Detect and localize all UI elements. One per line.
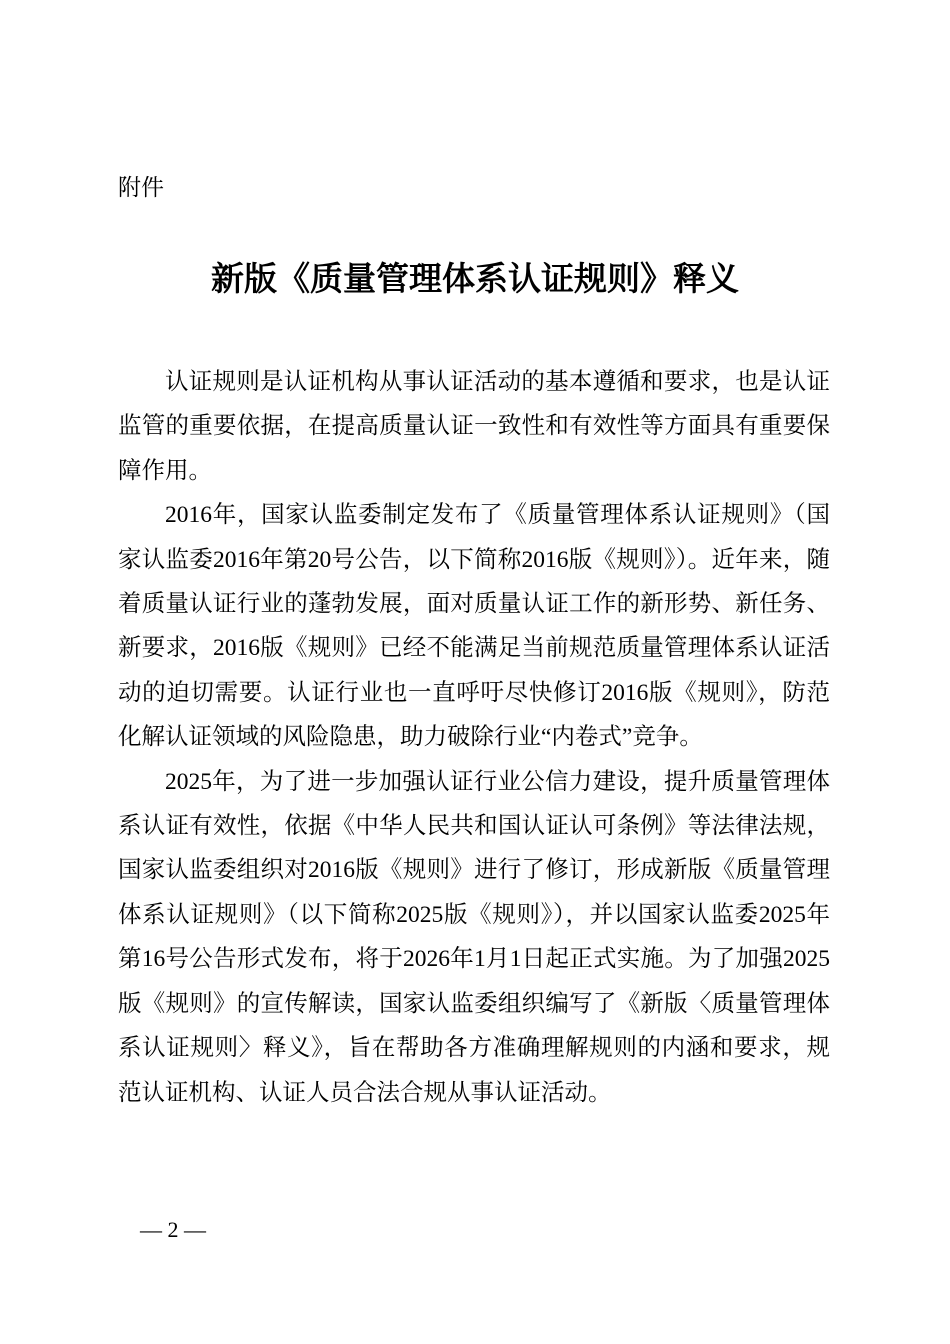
body-paragraph: 2016年，国家认监委制定发布了《质量管理体系认证规则》（国家认监委2016年第20号公告，以下简称2016版《规则》）。近年来，随着质量认证行业的蓬勃发展，面对质量认证工作的新形势、新任务、新要求，2016版《规则》已经不能满足当前规范质量管理体系认证活动的迫切需要。认证行业也一直呼吁尽快修订2016版《规则》，防范化解认证领域的风险隐患，助力破除行业“内卷式”竞争。	[118, 502, 830, 751]
attachment-label: 附件	[118, 175, 164, 201]
document-title: 新版《质量管理体系认证规则》释义	[211, 259, 739, 298]
body-paragraph: 认证规则是认证机构从事认证活动的基本遵循和要求，也是认证监管的重要依据，在提高质量认证一致性和有效性等方面具有重要保障作用。	[118, 369, 830, 484]
document-body	[118, 360, 830, 1115]
page-number: — 2 —	[140, 1217, 206, 1242]
body-paragraph: 2025年，为了进一步加强认证行业公信力建设，提升质量管理体系认证有效性，依据《中华人民共和国认证认可条例》等法律法规，国家认监委组织对2016版《规则》进行了修订，形成新版《质量管理体系认证规则》（以下简称2025版《规则》），并以国家认监委2025年第16号公告形式发布，将于2026年1月1日起正式实施。为了加强2025版《规则》的宣传解读，国家认监委组织编写了《新版〈质量管理体系认证规则〉释义》，旨在帮助各方准确理解规则的内涵和要求，规范认证机构、认证人员合法合规从事认证活动。	[118, 768, 830, 1106]
